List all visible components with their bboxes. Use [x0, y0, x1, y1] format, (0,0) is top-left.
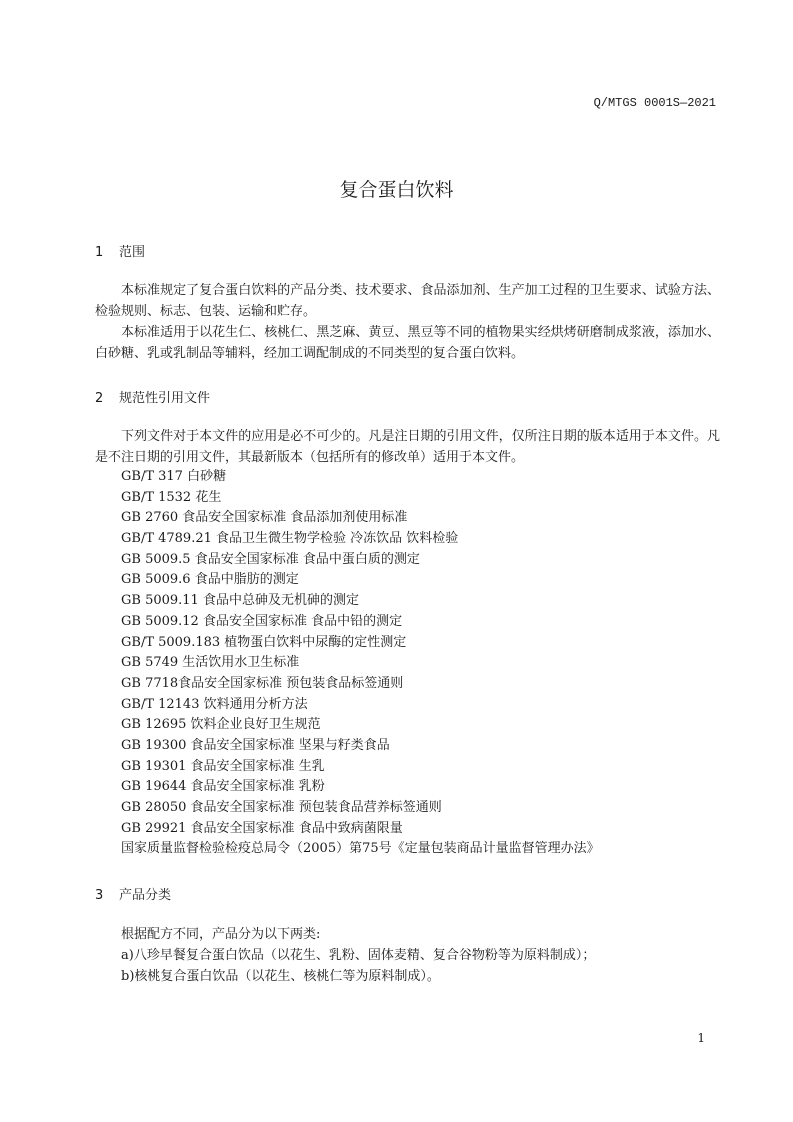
section-heading-references [95, 387, 210, 406]
scope-paragraph-1: 本标准规定了复合蛋白饮料的产品分类、技术要求、食品添加剂、生产加工过程的卫生要求、试验方法、检验规则、标志、包装、运输和贮存。 [95, 283, 720, 319]
classification-list [121, 924, 595, 987]
section-title: 规范性引用文件 [119, 391, 211, 406]
classification-intro: 根据配方不同，产品分为以下两类: [121, 927, 321, 942]
reference-item: 国家质量监督检验检疫总局令（2005）第75号《定量包装商品计量监督管理办法》 [121, 841, 600, 857]
reference-item: GB/T 12143 饮料通用分析方法 [121, 696, 308, 712]
reference-item: GB 19301 食品安全国家标准 生乳 [121, 758, 325, 774]
reference-item: GB 29921 食品安全国家标准 食品中致病菌限量 [121, 820, 403, 836]
document-title: 复合蛋白饮料 [339, 179, 454, 201]
section-title: 范围 [119, 245, 146, 260]
reference-item: GB/T 5009.183 植物蛋白饮料中尿酶的定性测定 [121, 634, 407, 650]
page-number: 1 [697, 1031, 705, 1045]
reference-item: GB 5009.5 食品安全国家标准 食品中蛋白质的测定 [121, 551, 420, 567]
scope-paragraph-2: 本标准适用于以花生仁、核桃仁、黑芝麻、黄豆、黑豆等不同的植物果实经烘烤研磨制成浆液，添加水、白砂糖、乳或乳制品等辅料，经加工调配制成的不同类型的复合蛋白饮料。 [95, 325, 720, 361]
reference-item: GB 5009.6 食品中脂肪的测定 [121, 572, 299, 588]
reference-item: GB/T 4789.21 食品卫生微生物学检验 冷冻饮品 饮料检验 [121, 531, 459, 547]
reference-item: GB 19300 食品安全国家标准 坚果与籽类食品 [121, 737, 390, 753]
section-title: 产品分类 [119, 888, 172, 903]
document-code: Q/MTGS 0001S—2021 [593, 96, 716, 110]
reference-item: GB 7718食品安全国家标准 预包装食品标签通则 [121, 675, 404, 691]
reference-item: GB/T 1532 花生 [121, 489, 222, 505]
classification-item-b: b)核桃复合蛋白饮品（以花生、核桃仁等为原料制成）。 [121, 969, 440, 984]
section-number: 2 [95, 391, 104, 406]
section-heading-classification [95, 884, 171, 903]
reference-item: GB 12695 饮料企业良好卫生规范 [121, 717, 321, 733]
references-intro: 下列文件对于本文件的应用是必不可少的。凡是注日期的引用文件，仅所注日期的版本适用于本文件。凡是不注日期的引用文件，其最新版本（包括所有的修改单）适用于本文件。 [95, 429, 720, 465]
section-number: 1 [95, 245, 104, 260]
reference-item: GB 2760 食品安全国家标准 食品添加剂使用标准 [121, 510, 408, 526]
reference-list [121, 467, 600, 860]
classification-item-a: a)八珍早餐复合蛋白饮品（以花生、乳粉、固体麦精、复合谷物粉等为原料制成）； [121, 948, 596, 963]
reference-item: GB/T 317 白砂糖 [121, 469, 227, 484]
section-number: 3 [95, 888, 104, 903]
section-heading-scope [95, 241, 145, 260]
reference-item: GB 19644 食品安全国家标准 乳粉 [121, 779, 325, 795]
reference-item: GB 5749 生活饮用水卫生标准 [121, 655, 300, 671]
reference-item: GB 5009.11 食品中总砷及无机砷的测定 [121, 593, 359, 609]
reference-item: GB 5009.12 食品安全国家标准 食品中铅的测定 [121, 613, 403, 629]
reference-item: GB 28050 食品安全国家标准 预包装食品营养标签通则 [121, 800, 442, 815]
